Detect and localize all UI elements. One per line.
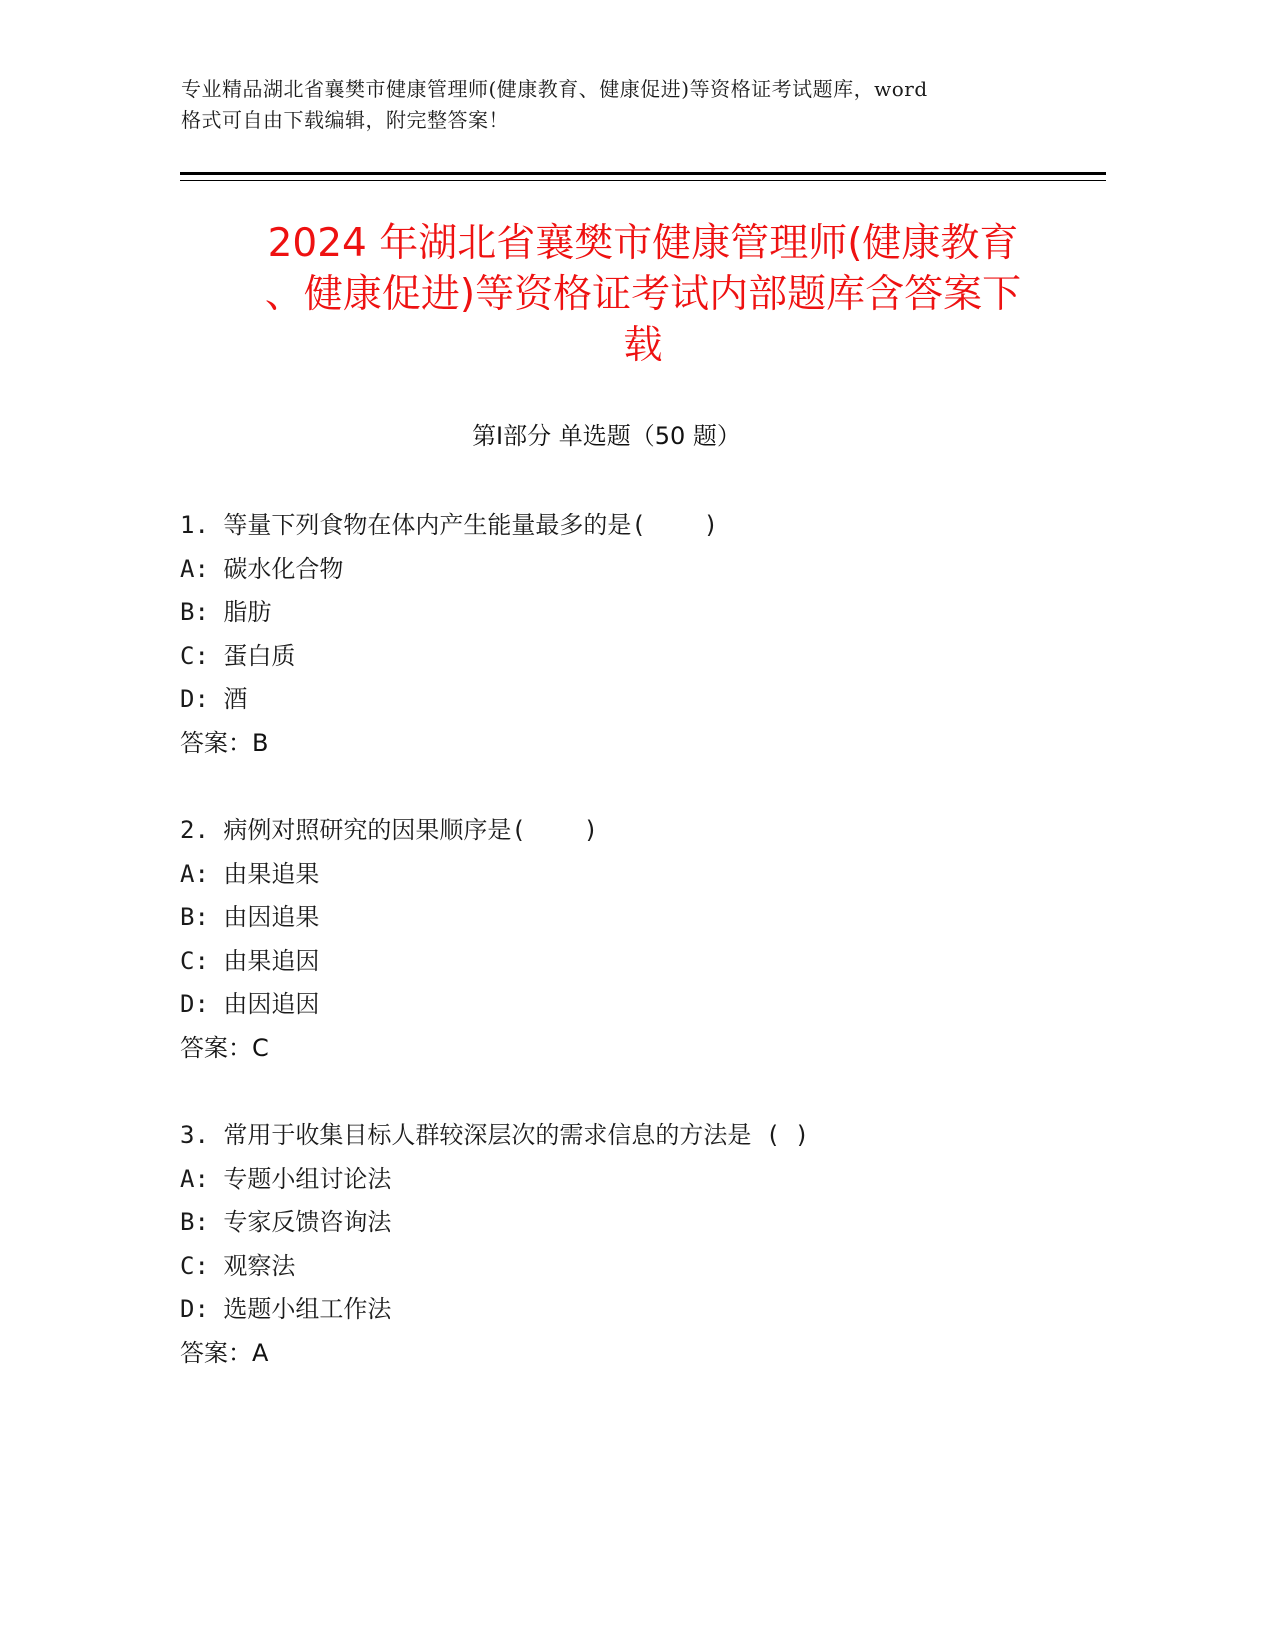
question-1 [180,504,1106,766]
question-stem: 3. 常用于收集目标人群较深层次的需求信息的方法是 ( ) [180,1121,810,1149]
option-a: A: 由果追果 [180,859,320,888]
document-title-line-2: 、健康促进)等资格证考试内部题库含答案下 [264,272,1022,317]
question-answer: 答案：A [180,1338,269,1367]
option-a: A: 碳水化合物 [180,554,344,583]
header-note [181,74,1061,136]
option-b: B: 脂肪 [180,598,272,627]
question-stem: 1. 等量下列食物在体内产生能量最多的是( ) [180,511,719,539]
option-c: C: 观察法 [180,1251,296,1280]
document-title [180,218,1106,371]
header-divider-thick [180,172,1106,175]
header-note-line-2: 格式可自由下载编辑，附完整答案！ [181,108,509,132]
question-answer: 答案：B [180,728,269,757]
option-b: B: 由因追果 [180,903,320,932]
option-c: C: 由果追因 [180,946,320,975]
option-a: A: 专题小组讨论法 [180,1164,392,1193]
option-d: D: 酒 [180,685,248,714]
header-note-line-1: 专业精品湖北省襄樊市健康管理师(健康教育、健康促进)等资格证考试题库，word [181,77,928,101]
question-stem: 2. 病例对照研究的因果顺序是( ) [180,816,599,844]
option-d: D: 由因追因 [180,990,320,1019]
option-b: B: 专家反馈咨询法 [180,1208,392,1237]
document-title-line-3: 载 [623,323,663,368]
question-answer: 答案：C [180,1033,269,1062]
question-3 [180,1114,1106,1376]
section-title: 第Ⅰ部分 单选题（50 题） [472,422,741,450]
question-2 [180,809,1106,1071]
document-title-line-1: 2024 年湖北省襄樊市健康管理师(健康教育 [267,221,1019,266]
header-divider-thin [180,180,1106,181]
option-c: C: 蛋白质 [180,641,296,670]
option-d: D: 选题小组工作法 [180,1295,392,1324]
